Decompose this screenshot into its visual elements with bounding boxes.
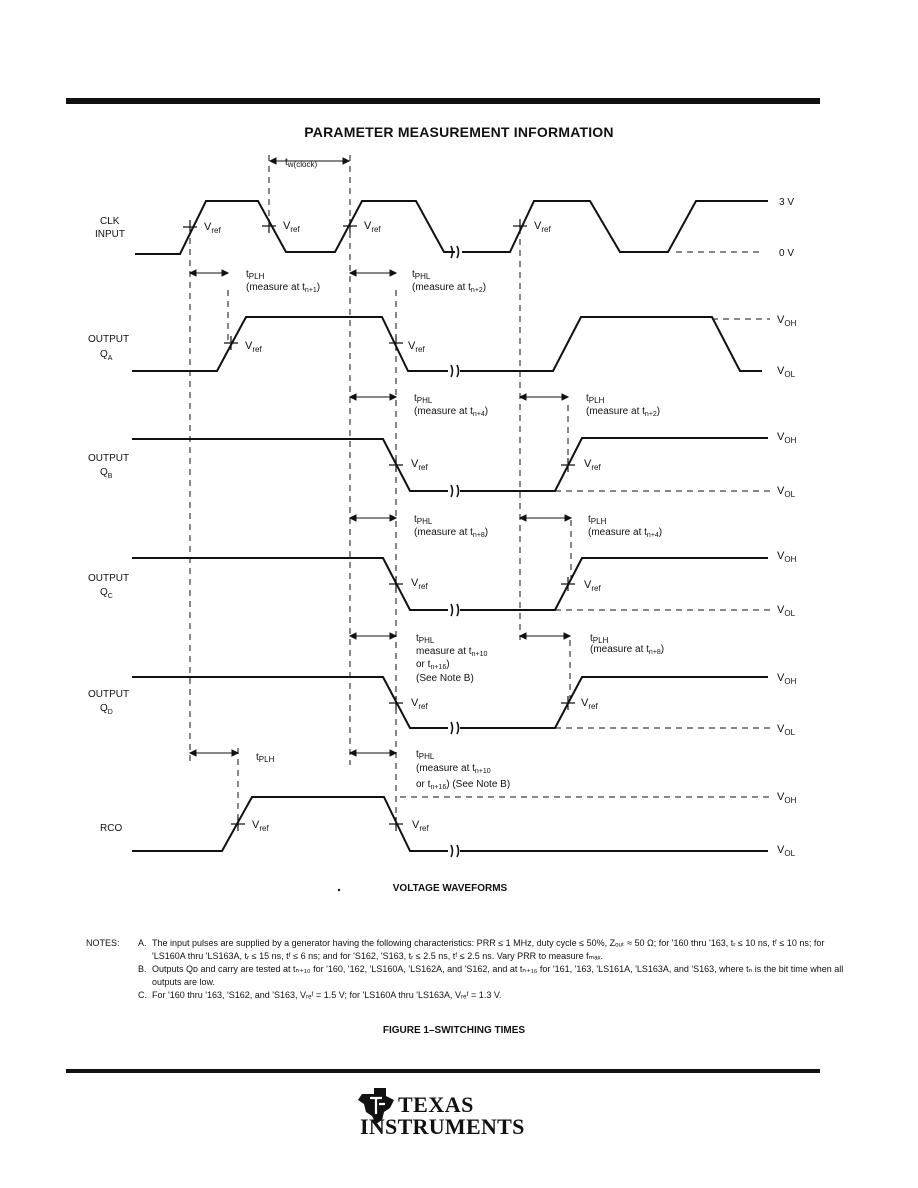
level-voh: $V_{OH}$ [777,431,797,445]
qa-waveform-2 [460,317,762,371]
note-c-text: For '160 thru '163, 'S162, and 'S163, Vᵣₑᶠ = 1.5 V; for 'LS160A thru 'LS163A, Vᵣₑᶠ = 1.3 V. [152,990,502,1000]
level-vol: $V_{OL}$ [777,844,796,858]
clk-label: CLK [100,216,120,227]
note-b [138,963,848,989]
qd-waveform-2 [460,677,768,728]
logo-text-texas: TEXAS [398,1092,474,1117]
qd-label: OUTPUT [88,689,130,700]
vref-tick [224,336,238,350]
texas-instruments-logo [352,1086,525,1146]
vref-label: $V_{ref}$ [581,697,598,711]
tphl-label: $t_{PHL}$ [414,393,433,405]
vref-tick [389,577,403,591]
qb-waveform-2 [460,438,768,491]
rco-label: RCO [100,823,123,834]
qd-label-sub: D [107,709,113,716]
qc-label: OUTPUT [88,573,130,584]
voltage-waveforms-caption: VOLTAGE WAVEFORMS [392,883,508,894]
tphl-measure: (measure at $t_{n+10}$ [416,763,491,775]
tphl-label: $t_{PHL}$ [416,633,435,645]
note-a-label: A. [138,938,147,948]
vref-label: $V_{ref}$ [584,458,601,472]
logo-text-instruments: INSTRUMENTS [360,1114,525,1139]
level-0v: 0 V [779,248,795,259]
tphl-label: $t_{PHL}$ [416,749,435,761]
tplh-label: $t_{PLH}$ [256,752,275,764]
qc-label [100,587,113,600]
break-mark [451,722,459,734]
tphl-measure: (measure at $t_{n+8}$) [414,527,489,539]
qa-label: OUTPUT [88,334,130,345]
tplh-label: $t_{PLH}$ [586,393,605,405]
vref-label: $V_{ref}$ [534,220,551,234]
tphl-note: (See Note B) [416,673,474,684]
vref-label: $V_{ref}$ [412,819,429,833]
vref-tick [389,458,403,472]
level-vol: $V_{OL}$ [777,485,796,499]
qa-waveform [132,317,448,371]
tphl-label: $t_{PHL}$ [412,269,431,281]
tplh-measure: (measure at $t_{n+1}$) [246,282,321,294]
tphl-or: or $t_{n+16}$) (See Note B) [416,779,511,791]
level-voh: $V_{OH}$ [777,314,797,328]
tphl-or: or $t_{n+16}$) [416,659,450,671]
vref-tick [389,817,403,831]
tphl-measure: (measure at $t_{n+4}$) [414,406,489,418]
tphl-label: $t_{PHL}$ [414,514,433,526]
qc-label-q: Q [100,587,108,598]
qb-label-q: Q [100,467,108,478]
tplh-label: $t_{PLH}$ [590,633,609,645]
qc-waveform-2 [460,558,768,610]
vref-tick [561,696,575,710]
vref-label: $V_{ref}$ [584,579,601,593]
qd-label-q: Q [100,703,108,714]
qb-label: OUTPUT [88,453,130,464]
vref-label: $V_{ref}$ [411,458,428,472]
break-mark [451,845,459,857]
page-title: PARAMETER MEASUREMENT INFORMATION [304,124,614,140]
vref-label: $V_{ref}$ [411,697,428,711]
figure-caption: FIGURE 1–SWITCHING TIMES [382,1025,526,1036]
qb-label-sub: B [107,473,113,480]
tplh-measure: (measure at $t_{n+8}$) [590,644,665,656]
vref-label: $V_{ref}$ [252,819,269,833]
tphl-measure: (measure at $t_{n+2}$) [412,282,487,294]
vref-label: $V_{ref}$ [204,221,221,235]
level-voh: $V_{OH}$ [777,550,797,564]
qa-label-q: Q [100,349,108,360]
note-b-label: B. [138,964,147,974]
vref-label: $V_{ref}$ [364,220,381,234]
level-vol: $V_{OL}$ [777,604,796,618]
tplh-label: $t_{PLH}$ [246,269,265,281]
vref-label: $V_{ref}$ [283,220,300,234]
tplh-label: $t_{PLH}$ [588,514,607,526]
level-3v: 3 V [779,197,795,208]
tplh-measure: (measure at $t_{n+4}$) [588,527,663,539]
notes-label: NOTES: [86,938,120,948]
qa-label-sub: A [107,355,113,362]
break-mark [451,365,459,377]
note-a-text: The input pulses are supplied by a generator having the following characteristics: PRR ≤ 1 MHz, duty cycle ≤ 50%, Zₒᵤₜ ≈ 50 Ω; for '160 thru '163, tᵣ ≤ 10 ns, tᶠ ≤ 10 ns; for 'LS160A thru 'LS163A, tᵣ ≤ 15 ns, tᶠ ≤ 6 ns; and for 'S162, 'S163, tᵣ ≤ 2.5 ns, tᶠ ≤ 2.5 ns. Vary PRR to measure fₘₐₓ. [152,938,825,961]
vref-label: $V_{ref}$ [245,340,262,354]
level-voh: $V_{OH}$ [777,672,797,686]
qa-label [100,349,113,362]
vref-label: $V_{ref}$ [411,577,428,591]
qb-label [100,467,113,480]
qc-label-sub: C [107,593,113,600]
tplh-measure: (measure at $t_{n+2}$) [586,406,661,418]
notes-body [138,937,848,1002]
vref-tick [561,458,575,472]
note-a [138,937,848,963]
level-vol: $V_{OL}$ [777,723,796,737]
tphl-measure: measure at $t_{n+10}$ [416,646,488,658]
note-c [138,989,848,1002]
clk-waveform-2 [462,201,768,252]
clk-label: INPUT [95,229,125,240]
vref-tick [389,696,403,710]
tw-label: $t_{w(clock)}$ [285,157,318,169]
vref-tick [561,577,575,591]
qd-label [100,703,113,716]
bottom-rule [66,1069,820,1073]
timing-arrows [190,158,571,756]
level-vol: $V_{OL}$ [777,365,796,379]
note-b-text: Outputs Qᴅ and carry are tested at tₙ₊₁₀ for '160, '162, 'LS160A, 'LS162A, and 'S162, and at tₙ₊₁₆ for '161, '163, 'LS161A, 'LS163A, and 'S163, where tₙ is the bit time when all outputs are low. [152,964,844,987]
vref-label: $V_{ref}$ [408,340,425,354]
level-voh: $V_{OH}$ [777,791,797,805]
break-mark [451,485,459,497]
vref-tick [231,817,245,831]
break-mark [451,604,459,616]
note-c-label: C. [138,990,147,1000]
vref-labels [204,220,601,833]
vref-ticks [183,219,575,831]
